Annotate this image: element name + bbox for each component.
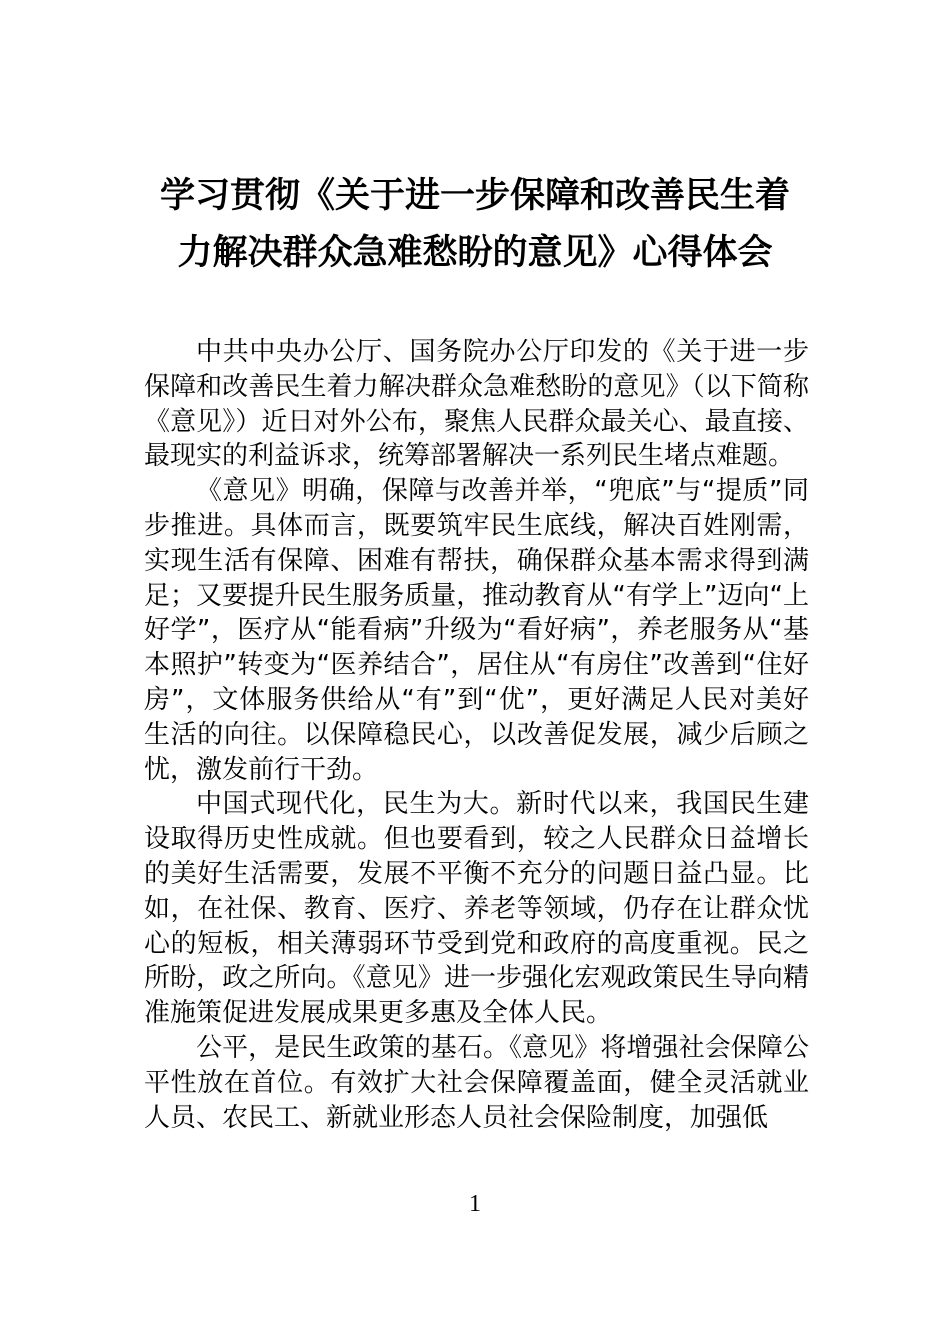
title-line-1: 学习贯彻《关于进一步保障和改善民生着 <box>159 176 790 216</box>
page-number: 1 <box>469 1191 481 1217</box>
paragraph-1: 中共中央办公厅、国务院办公厅印发的《关于进一步保障和改善民生着力解决群众急难愁盼的意见》（以下简称《意见》）近日对外公布，聚焦人民群众最关心、最直接、最现实的利益诉求，统筹部署解决一系列民生堵点难题。 <box>144 337 809 472</box>
paragraph-4: 公平，是民生政策的基石。《意见》将增强社会保障公平性放在首位。有效扩大社会保障覆盖面，健全灵活就业人员、农民工、新就业形态人员社会保险制度，加强低 <box>144 1032 809 1133</box>
title-line-2: 力解决群众急难愁盼的意见》心得体会 <box>177 233 773 273</box>
paragraph-3: 中国式现代化，民生为大。新时代以来，我国民生建设取得历史性成就。但也要看到，较之人民群众日益增长的美好生活需要，发展不平衡不充分的问题日益凸显。比如，在社保、教育、医疗、养老等领域，仍存在让群众忧心的短板，相关薄弱环节受到党和政府的高度重视。民之所盼，政之所向。《意见》进一步强化宏观政策民生导向精准施策促进发展成果更多惠及全体人民。 <box>144 789 809 1029</box>
document-body <box>144 335 809 1135</box>
document-title <box>130 168 820 282</box>
paragraph-2: 《意见》明确，保障与改善并举，“兜底”与“提质”同步推进。具体而言，既要筑牢民生底线，解决百姓刚需，实现生活有保障、困难有帮扶，确保群众基本需求得到满足；又要提升民生服务质量，推动教育从“有学上”迈向“上好学”，医疗从“能看病”升级为“看好病”，养老服务从“基本照护”转变为“医养结合”，居住从“有房住”改善到“住好房”，文体服务供给从“有”到“优”，更好满足人民对美好生活的向往。以保障稳民心，以改善促发展，减少后顾之忧，激发前行干劲。 <box>144 476 809 785</box>
